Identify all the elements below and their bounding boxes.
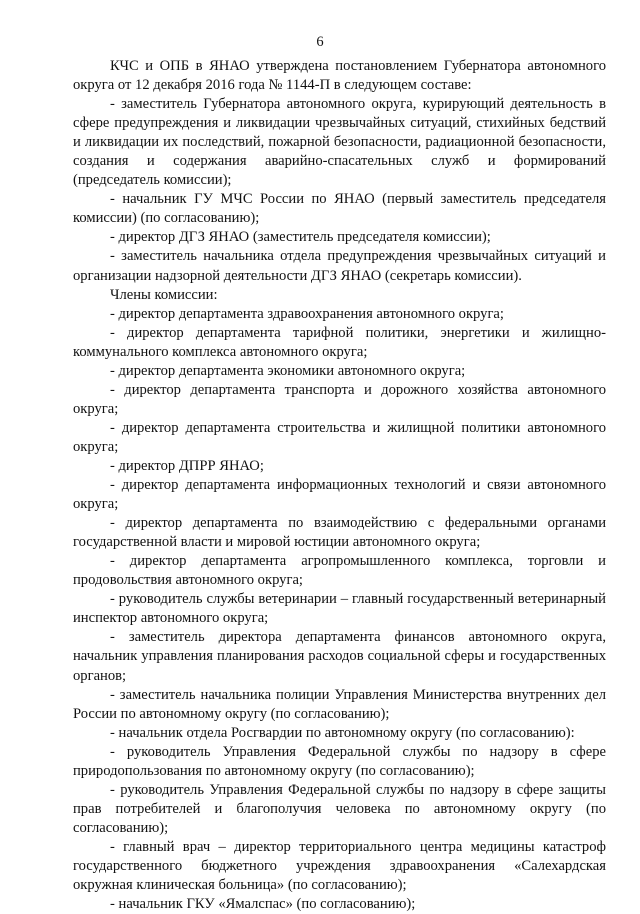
member-item: - заместитель директора департамента финансов автономного округа, начальник управления планирования расходов социальной сферы и государственных органов; <box>73 629 606 684</box>
member-item: - руководитель службы ветеринарии – главный государственный ветеринарный инспектор автономного округа; <box>73 591 606 627</box>
member-item: - руководитель Управления Федеральной службы по надзору в сфере природопользования по автономному округу (по согласованию); <box>73 743 606 779</box>
members-heading: Члены комиссии: <box>110 286 218 303</box>
member-item: - директор департамента агропромышленного комплекса, торговли и продовольствия автономного округа; <box>73 553 606 589</box>
member-item: - директор департамента здравоохранения автономного округа; <box>110 305 504 322</box>
intro-paragraph: КЧС и ОПБ в ЯНАО утверждена постановлением Губернатора автономного округа от 12 декабря 2016 года № 1144-П в следующем составе: <box>73 58 606 94</box>
deputy-item: - директор ДГЗ ЯНАО (заместитель председателя комиссии); <box>110 229 491 246</box>
member-item: - директор департамента транспорта и дорожного хозяйства автономного округа; <box>73 381 606 417</box>
secretary-item: - заместитель начальника отдела предупреждения чрезвычайных ситуаций и организации надзорной деятельности ДГЗ ЯНАО (секретарь комиссии). <box>73 248 606 284</box>
first-deputy-item: - начальник ГУ МЧС России по ЯНАО (первый заместитель председателя комиссии) (по согласованию); <box>73 191 606 227</box>
member-item: - начальник ГКУ «Ямалспас» (по согласованию); <box>110 896 416 913</box>
page-number: 6 <box>316 34 324 50</box>
member-item: - начальник отдела Росгвардии по автономному округу (по согласованию): <box>110 724 575 741</box>
member-item: - директор департамента информационных технологий и связи автономного округа; <box>73 477 606 513</box>
member-item: - директор ДПРР ЯНАО; <box>110 457 264 474</box>
member-item: - директор департамента строительства и жилищной политики автономного округа; <box>73 419 606 455</box>
member-item: - директор департамента экономики автономного округа; <box>110 362 466 379</box>
chairman-item: - заместитель Губернатора автономного округа, курирующий деятельность в сфере предупреждения и ликвидации чрезвычайных ситуаций, стихийных бедствий и ликвидации их последствий, пожарной безопасности, радиационной безопасности, создания и содержания аварийно-спасательных служб и формирований (председатель комиссии); <box>73 96 606 189</box>
member-item: - руководитель Управления Федеральной службы по надзору в сфере защиты прав потребителей и благополучия человека по автономному округу (по согласованию); <box>73 781 606 836</box>
member-item: - директор департамента тарифной политики, энергетики и жилищно-коммунального комплекса автономного округа; <box>73 324 606 360</box>
document-body <box>73 57 606 914</box>
member-item: - директор департамента по взаимодействию с федеральными органами государственной власти и мировой юстиции автономного округа; <box>73 515 606 551</box>
member-item: - главный врач – директор территориального центра медицины катастроф государственного бюджетного учреждения здравоохранения «Салехардская окружная клиническая больница» (по согласованию); <box>73 838 606 894</box>
member-item: - заместитель начальника полиции Управления Министерства внутренних дел России по автономному округу (по согласованию); <box>73 686 606 722</box>
